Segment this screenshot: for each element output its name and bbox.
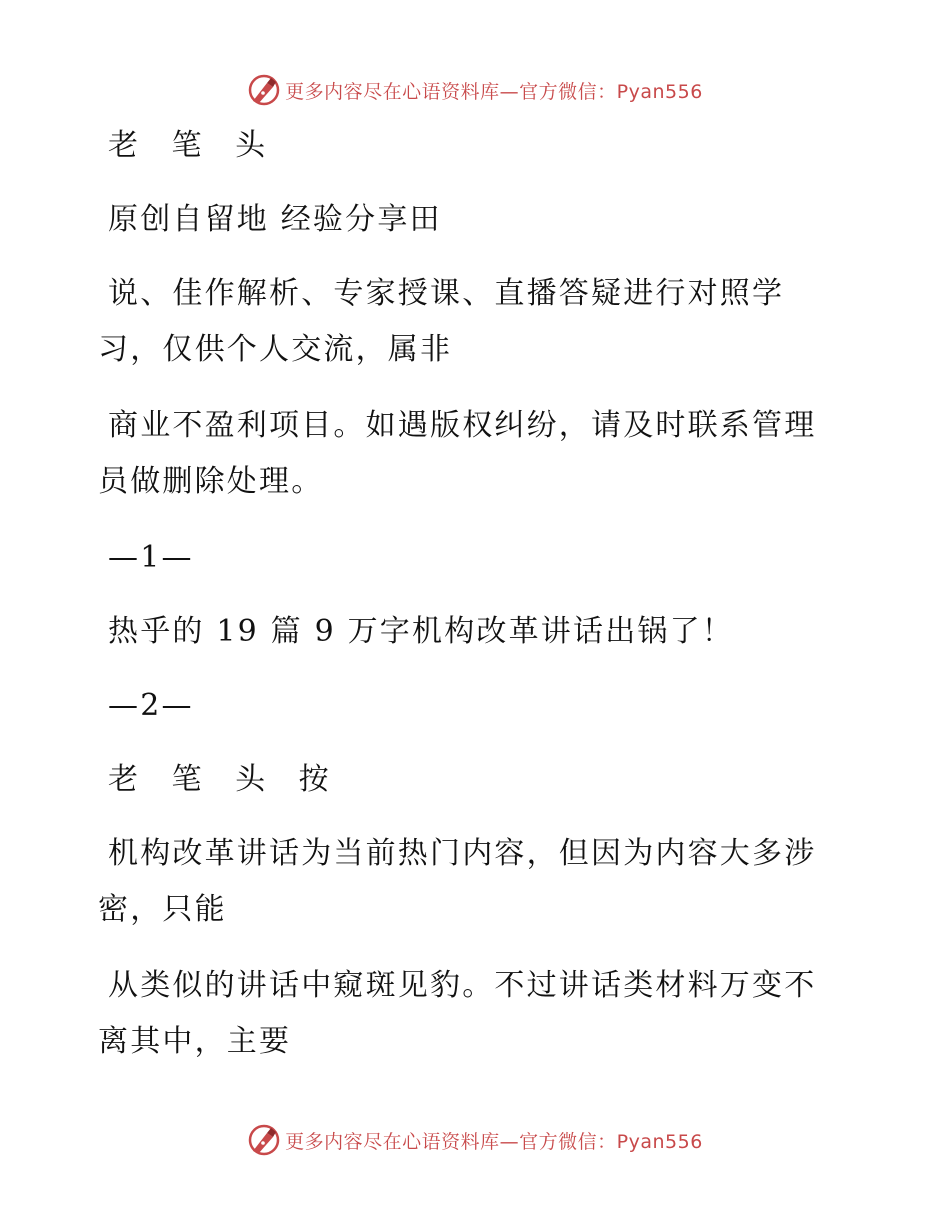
watermark-text: 更多内容尽在心语资料库—官方微信：Pyan556: [285, 1130, 703, 1153]
watermark-banner-top: [0, 70, 950, 110]
paragraph-title: 老 笔 头: [108, 128, 278, 163]
paragraph-headline: 热乎的 19 篇 9 万字机构改革讲话出锅了！: [108, 614, 735, 649]
paragraph-text: 从类似的讲话中窥斑见豹。不过讲话类材料万变不离其中，主要: [98, 968, 817, 1059]
section-marker-2: —2—: [108, 688, 194, 723]
pen-nib-logo-icon: [247, 1123, 281, 1157]
paragraph-text: 说、佳作解析、专家授课、直播答疑进行对照学习，仅供个人交流，属非: [98, 276, 785, 367]
paragraph-text: 商业不盈利项目。如遇版权纠纷，请及时联系管理员做删除处理。: [98, 408, 817, 499]
pen-nib-logo-icon: [247, 73, 281, 107]
section-marker-1: —1—: [108, 540, 194, 575]
paragraph-editor-note-title: 老 笔 头 按: [108, 762, 341, 797]
watermark-text: 更多内容尽在心语资料库—官方微信：Pyan556: [285, 80, 703, 103]
paragraph-subtitle: 原创自留地 经验分享田: [108, 202, 442, 237]
paragraph-text: 机构改革讲话为当前热门内容，但因为内容大多涉密，只能: [98, 836, 817, 927]
watermark-banner-bottom: [0, 1120, 950, 1160]
